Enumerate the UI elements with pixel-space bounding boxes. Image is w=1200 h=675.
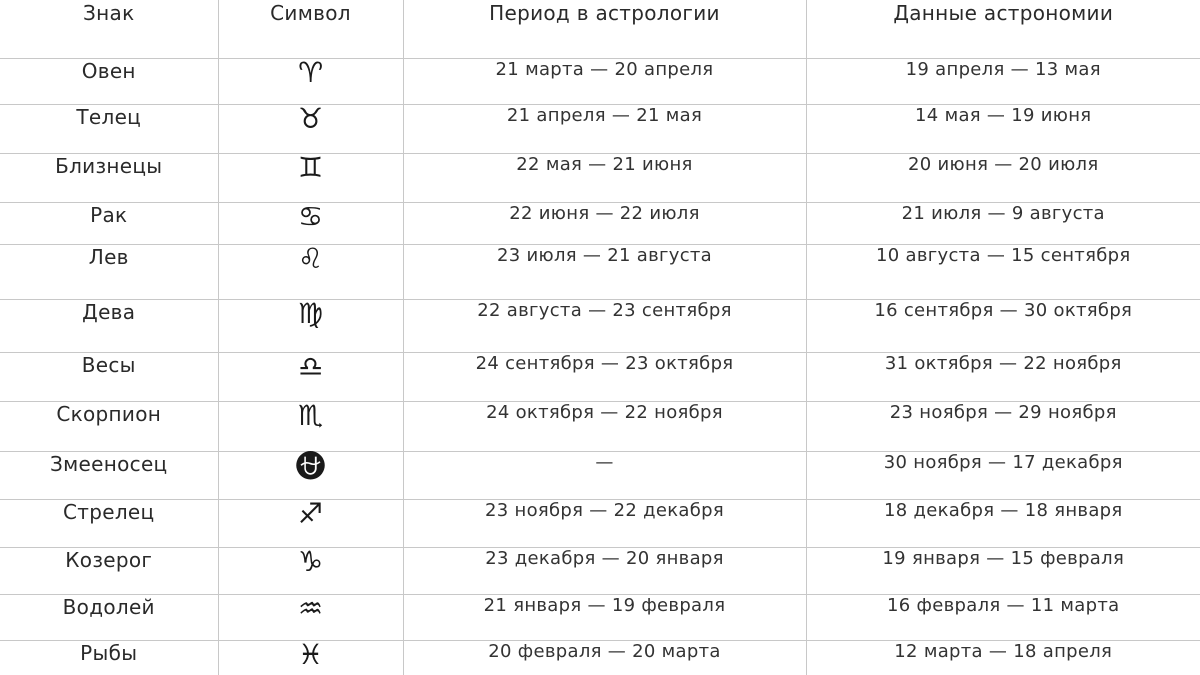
- leo-icon: ♌︎: [218, 245, 403, 300]
- astronomy-period: 20 июня — 20 июля: [806, 154, 1200, 203]
- astronomy-period: 19 апреля — 13 мая: [806, 59, 1200, 105]
- sign-name: Водолей: [0, 595, 218, 641]
- table-row: [0, 548, 1200, 595]
- astrology-period: 21 января — 19 февраля: [403, 595, 806, 641]
- table-header-row: [0, 0, 1200, 59]
- sign-name: Стрелец: [0, 500, 218, 548]
- virgo-icon: ♍︎: [218, 300, 403, 353]
- sign-name: Овен: [0, 59, 218, 105]
- astronomy-period: 30 ноября — 17 декабря: [806, 452, 1200, 500]
- astrology-period: 21 марта — 20 апреля: [403, 59, 806, 105]
- sign-name: Телец: [0, 105, 218, 154]
- gemini-icon: ♊︎: [218, 154, 403, 203]
- astronomy-period: 12 марта — 18 апреля: [806, 641, 1200, 675]
- aquarius-icon: ♒︎: [218, 595, 403, 641]
- astrology-period: 24 октября — 22 ноября: [403, 402, 806, 452]
- header-sign: Знак: [0, 0, 218, 59]
- pisces-icon: ♓︎: [218, 641, 403, 675]
- astrology-period: 21 апреля — 21 мая: [403, 105, 806, 154]
- header-symbol: Символ: [218, 0, 403, 59]
- table-row: [0, 245, 1200, 300]
- astronomy-period: 23 ноября — 29 ноября: [806, 402, 1200, 452]
- astrology-period: 22 мая — 21 июня: [403, 154, 806, 203]
- astrology-period: 20 февраля — 20 марта: [403, 641, 806, 675]
- table-row: [0, 59, 1200, 105]
- sign-name: Близнецы: [0, 154, 218, 203]
- astronomy-period: 18 декабря — 18 января: [806, 500, 1200, 548]
- libra-icon: ♎︎: [218, 353, 403, 402]
- table-row: [0, 402, 1200, 452]
- astronomy-period: 14 мая — 19 июня: [806, 105, 1200, 154]
- astronomy-period: 31 октября — 22 ноября: [806, 353, 1200, 402]
- sign-name: Лев: [0, 245, 218, 300]
- astronomy-period: 16 февраля — 11 марта: [806, 595, 1200, 641]
- cancer-icon: ♋︎: [218, 203, 403, 245]
- astrology-period: —: [403, 452, 806, 500]
- astrology-period: 22 июня — 22 июля: [403, 203, 806, 245]
- capricorn-icon: ♑︎: [218, 548, 403, 595]
- sign-name: Дева: [0, 300, 218, 353]
- astrology-period: 24 сентября — 23 октября: [403, 353, 806, 402]
- header-astronomy-data: Данные астрономии: [806, 0, 1200, 59]
- sagittarius-icon: ♐︎: [218, 500, 403, 548]
- astrology-period: 23 июля — 21 августа: [403, 245, 806, 300]
- astronomy-period: 16 сентября — 30 октября: [806, 300, 1200, 353]
- header-astrology-period: Период в астрологии: [403, 0, 806, 59]
- sign-name: Скорпион: [0, 402, 218, 452]
- astronomy-period: 19 января — 15 февраля: [806, 548, 1200, 595]
- table-row: [0, 595, 1200, 641]
- scorpio-icon: ♏︎: [218, 402, 403, 452]
- table-row: [0, 452, 1200, 500]
- table-row: [0, 154, 1200, 203]
- sign-name: Рак: [0, 203, 218, 245]
- astrology-period: 22 августа — 23 сентября: [403, 300, 806, 353]
- taurus-icon: ♉︎: [218, 105, 403, 154]
- astronomy-period: 10 августа — 15 сентября: [806, 245, 1200, 300]
- table-row: [0, 641, 1200, 675]
- table-row: [0, 353, 1200, 402]
- astrology-period: 23 ноября — 22 декабря: [403, 500, 806, 548]
- sign-name: Козерог: [0, 548, 218, 595]
- ophiuchus-icon: ⛎︎: [218, 452, 403, 500]
- table-row: [0, 500, 1200, 548]
- astronomy-period: 21 июля — 9 августа: [806, 203, 1200, 245]
- astrology-period: 23 декабря — 20 января: [403, 548, 806, 595]
- table-row: [0, 203, 1200, 245]
- table-row: [0, 105, 1200, 154]
- aries-icon: ♈︎: [218, 59, 403, 105]
- sign-name: Змееносец: [0, 452, 218, 500]
- table-row: [0, 300, 1200, 353]
- sign-name: Рыбы: [0, 641, 218, 675]
- sign-name: Весы: [0, 353, 218, 402]
